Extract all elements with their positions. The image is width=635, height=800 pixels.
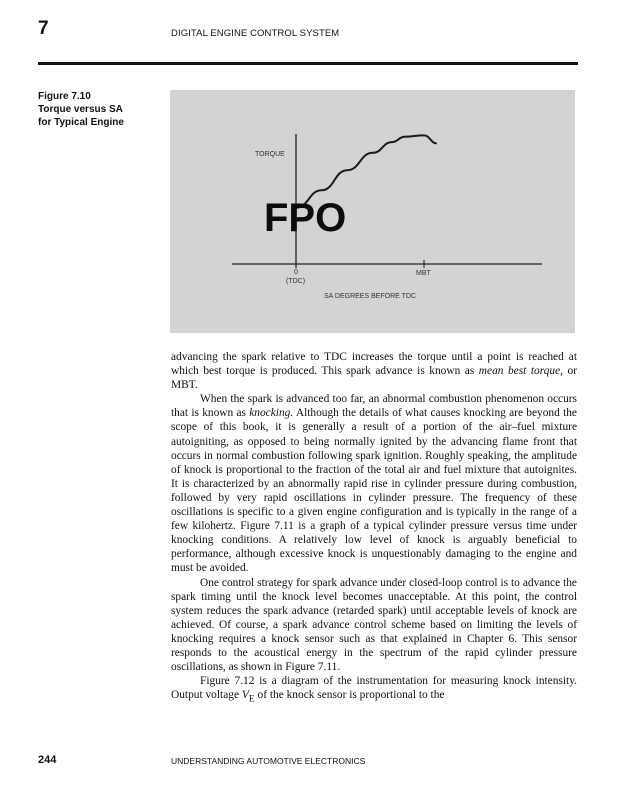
running-footer: UNDERSTANDING AUTOMOTIVE ELECTRONICS <box>171 756 366 766</box>
paragraph: advancing the spark relative to TDC increases the torque until a point is reached at which best torque is produced. This spark advance is known as mean best torque, or MBT. <box>171 351 577 392</box>
x-tick-label-mbt: MBT <box>416 270 431 277</box>
fpo-placeholder: FPO <box>264 196 347 240</box>
x-axis-label: SA DEGREES BEFORE TDC <box>324 293 417 300</box>
chapter-number: 7 <box>38 18 49 39</box>
var-subscript: E <box>248 694 255 705</box>
term-knocking: knocking. <box>249 407 294 420</box>
torque-chart-svg <box>170 90 575 333</box>
x-tick-label-tdc: (TDC) <box>286 278 306 285</box>
running-header: DIGITAL ENGINE CONTROL SYSTEM <box>171 28 340 39</box>
page-number: 244 <box>38 754 57 766</box>
var-v: V <box>241 689 249 702</box>
paragraph: One control strategy for spark advance under closed-loop control is to advance the spark timing until the knock level becomes unacceptable. At this point, the control system reduces the spark advance (retarded spark) until acceptable levels of knock are achieved. Of course, a spark advance control scheme based on limiting the levels of knocking requires a knock sensor such as that explained in Chapter 6. This sensor responds to the acoustical energy in the spectrum of the rapid cylinder pressure oscillations, as shown in Figure 7.11. <box>171 576 577 674</box>
term-mean-best-torque: mean best torque <box>478 365 561 378</box>
paragraph: When the spark is advanced too far, an abnormal combustion phenomenon occurs that is known as knocking. Although the details of what causes knocking are beyond the scope of this book, it is generally a result of a portion of the air–fuel mixture autoigniting, as opposed to being normally ignited by the advancing flame front that occurs in normal combustion following spark ignition. Roughly speaking, the amplitude of knock is proportional to the fraction of the total air and fuel mixture that autoignites. It is characterized by an abnormally rapid rise in cylinder pressure during combustion, followed by very rapid oscillations in cylinder pressure. The frequency of these oscillations is specific to a given engine configuration and is typically in the range of a few kilohertz. Figure 7.11 is a graph of a typical cylinder pressure versus time under knocking conditions. A relatively low level of knock is arguably beneficial to performance, although excessive knock is unquestionably damaging to the engine and must be avoided. <box>171 393 577 575</box>
y-axis-label: TORQUE <box>255 151 285 158</box>
figure-caption-line: Torque versus SA <box>38 104 123 115</box>
torque-chart <box>170 90 575 333</box>
figure-caption-line: Figure 7.10 <box>38 91 91 102</box>
x-tick-label-zero: 0 <box>294 269 298 276</box>
figure-caption <box>38 90 158 129</box>
figure-caption-line: for Typical Engine <box>38 117 124 128</box>
paragraph: Figure 7.12 is a diagram of the instrumentation for measuring knock intensity. Output voltage $V_E$ of the knock sensor is proportional to the <box>171 675 577 705</box>
header-rule <box>38 62 578 65</box>
body-text <box>171 350 577 707</box>
